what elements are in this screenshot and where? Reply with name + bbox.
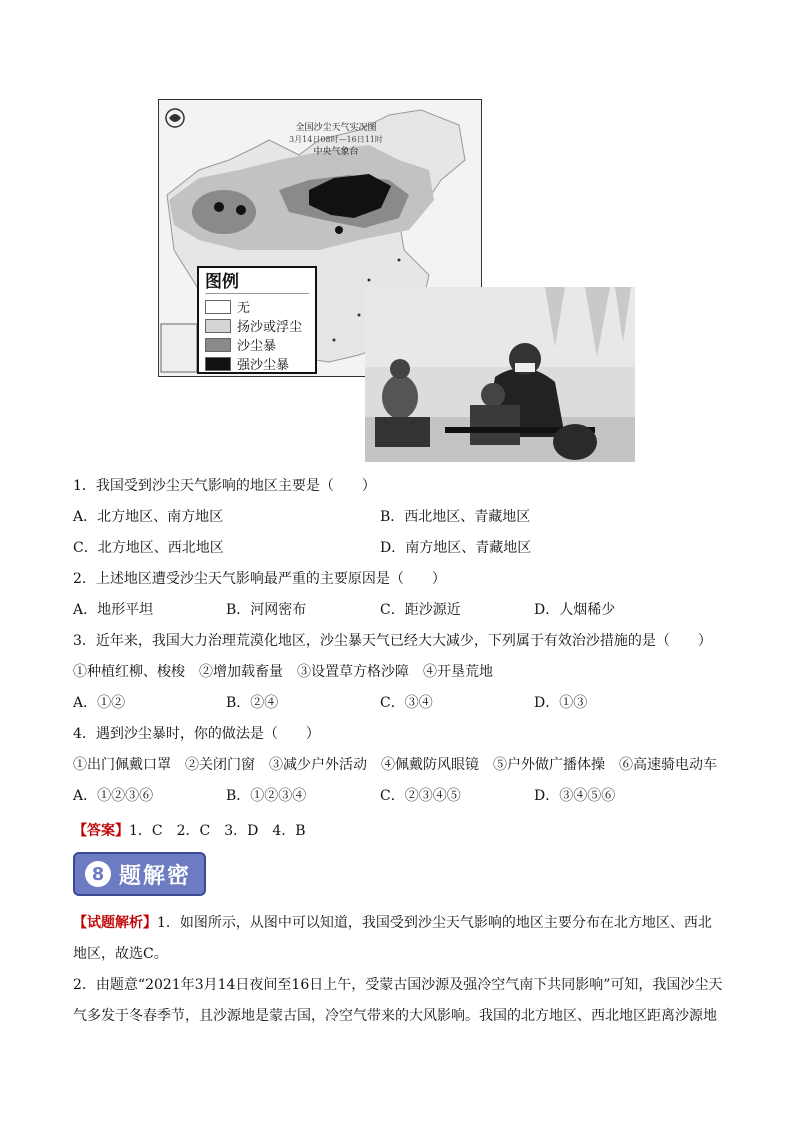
question-4-stem: 4．遇到沙尘暴时，你的做法是（ ） (73, 726, 320, 742)
legend-item (205, 354, 309, 373)
dust-storm-photo (365, 287, 635, 462)
q3-choices: ①种植红柳、梭梭 ②增加载畜量 ③设置草方格沙障 ④开垦荒地 (73, 664, 493, 680)
analysis-tag: 【试题解析】 (73, 915, 157, 931)
legend-title: 图例 (205, 271, 309, 294)
city-dot (333, 339, 336, 342)
strong-spot-1 (214, 202, 224, 212)
city-dot (398, 259, 401, 262)
q4-option-c: C．②③④⑤ (380, 788, 461, 804)
legend-swatch (205, 319, 231, 333)
q4-choices: ①出门佩戴口罩 ②关闭门窗 ③减少户外活动 ④佩戴防风眼镜 ⑤户外做广播体操 ⑥高速骑电动车 (73, 757, 717, 773)
legend-label: 沙尘暴 (237, 339, 277, 354)
legend-label: 强沙尘暴 (237, 358, 290, 373)
legend-item (205, 316, 309, 335)
map-title: 全国沙尘天气实况图 (295, 123, 377, 133)
photo-graphic (365, 287, 635, 462)
q1-option-c: C．北方地区、西北地区 (73, 540, 224, 556)
q4-option-d: D．③④⑤⑥ (534, 788, 616, 804)
legend-item (205, 335, 309, 354)
legend-swatch (205, 338, 231, 352)
banner-text: 题解密 (119, 863, 192, 889)
q2-option-d: D．人烟稀少 (534, 602, 616, 618)
question-3-stem: 3．近年来，我国大力治理荒漠化地区，沙尘暴天气已经大大减少，下列属于有效治沙措施的是（ ） (73, 633, 712, 649)
legend-label: 无 (237, 301, 251, 316)
solution-banner (73, 852, 206, 896)
city-dot (368, 279, 371, 282)
map-title-block (281, 122, 391, 158)
legend-swatch (205, 357, 231, 371)
q3-option-b: B．②④ (226, 695, 279, 711)
q4-option-a: A．①②③⑥ (73, 788, 154, 804)
city-dot (358, 314, 361, 317)
answer-tag: 【答案】 (73, 823, 129, 839)
question-1-stem: 1．我国受到沙尘天气影响的地区主要是（ ） (73, 478, 376, 494)
answer-line (73, 820, 306, 840)
q3-option-c: C．③④ (380, 695, 433, 711)
legend-item (205, 297, 309, 316)
q2-option-a: A．地形平坦 (73, 602, 154, 618)
q1-option-a: A．北方地区、南方地区 (73, 509, 224, 525)
analysis-paragraph-2: 2．由题意“2021年3月14日夜间至16日上午，受蒙古国沙源及强冷空气南下共同影响”可知，我国沙尘天气多发于冬春季节，且沙源地是蒙古国，冷空气带来的大风影响。我国的北方地区、西北地区距离沙源地 (73, 977, 723, 1024)
map-legend (197, 266, 317, 374)
map-source: 中央气象台 (313, 147, 359, 157)
analysis-paragraph-1 (73, 908, 723, 970)
q1-option-d: D．南方地区、青藏地区 (380, 540, 532, 556)
strong-spot-2 (236, 205, 246, 215)
q3-option-d: D．①③ (534, 695, 588, 711)
question-2-stem: 2．上述地区遭受沙尘天气影响最严重的主要原因是（ ） (73, 571, 446, 587)
strong-spot-3 (335, 226, 343, 234)
answer-text: 1．C 2．C 3．D 4．B (129, 823, 306, 839)
south-sea-inset (161, 324, 197, 372)
legend-label: 扬沙或浮尘 (237, 320, 303, 335)
q4-option-b: B．①②③④ (226, 788, 307, 804)
q2-option-b: B．河网密布 (226, 602, 307, 618)
q1-option-b: B．西北地区、青藏地区 (380, 509, 531, 525)
legend-swatch (205, 300, 231, 314)
banner-number: 8 (85, 861, 111, 887)
map-time: 3月14日08时—16日11时 (289, 135, 383, 144)
analysis-p1-text: 1．如图所示，从图中可以知道，我国受到沙尘天气影响的地区主要分布在北方地区、西北地区，故选C。 (73, 915, 712, 962)
west-dust-storm (192, 190, 256, 234)
q2-option-c: C．距沙源近 (380, 602, 461, 618)
q3-option-a: A．①② (73, 695, 126, 711)
